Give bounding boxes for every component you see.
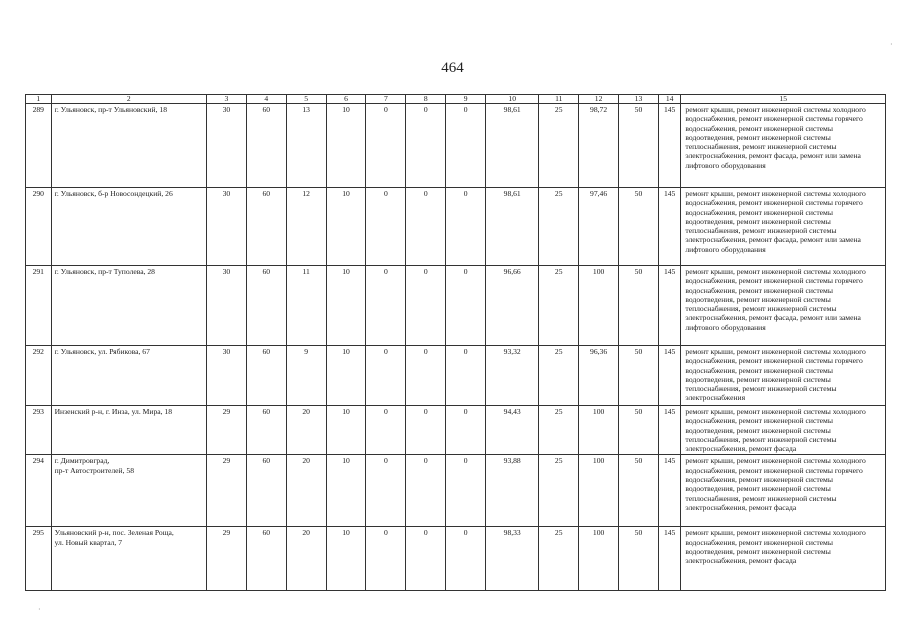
value-cell-c4: 60 xyxy=(246,455,286,527)
value-cell-c6: 10 xyxy=(326,406,366,455)
value-cell-c5: 20 xyxy=(286,527,326,591)
value-cell-c7: 0 xyxy=(366,527,406,591)
address-line: Инзенский р-н, г. Инза, ул. Мира, 18 xyxy=(54,407,173,416)
address-cell xyxy=(51,266,206,346)
value-cell-c7: 0 xyxy=(366,188,406,266)
value-cell-c8: 0 xyxy=(406,266,446,346)
address-cell xyxy=(51,346,206,406)
value-cell-c11: 25 xyxy=(539,104,579,188)
value-cell-c8: 0 xyxy=(406,188,446,266)
value-cell-c6: 10 xyxy=(326,346,366,406)
works-cell: ремонт крыши, ремонт инженерной системы холодного водоснабжения, ремонт инженерной системы горячего водоснабжения, ремонт инженерной системы водоотведения, ремонт инженерной системы теплоснабжения, ремонт инженерной системы электроснабжения, ремонт фасада, ремонт или замена лифтового оборудования xyxy=(681,188,886,266)
value-cell-c10: 98,33 xyxy=(486,527,539,591)
value-cell-c9: 0 xyxy=(446,266,486,346)
value-cell-c4: 60 xyxy=(246,406,286,455)
column-number: 12 xyxy=(579,95,619,104)
value-cell-c9: 0 xyxy=(446,406,486,455)
column-number: 15 xyxy=(681,95,886,104)
column-number: 13 xyxy=(619,95,659,104)
works-cell: ремонт крыши, ремонт инженерной системы холодного водоснабжения, ремонт инженерной системы горячего водоснабжения, ремонт инженерной системы водоотведения, ремонт инженерной системы теплоснабжения, ремонт инженерной системы электроснабжения, ремонт фасада, ремонт или замена лифтового оборудования xyxy=(681,104,886,188)
works-cell: ремонт крыши, ремонт инженерной системы холодного водоснабжения, ремонт инженерной системы водоотведения, ремонт инженерной системы теплоснабжения, ремонт инженерной системы электроснабжения, ремонт фасада xyxy=(681,406,886,455)
value-cell-c7: 0 xyxy=(366,455,406,527)
value-cell-c14: 145 xyxy=(658,527,680,591)
value-cell-c8: 0 xyxy=(406,455,446,527)
column-number: 4 xyxy=(246,95,286,104)
value-cell-c14: 145 xyxy=(658,188,680,266)
value-cell-c7: 0 xyxy=(366,406,406,455)
column-number: 3 xyxy=(206,95,246,104)
value-cell-c14: 145 xyxy=(658,266,680,346)
works-cell: ремонт крыши, ремонт инженерной системы холодного водоснабжения, ремонт инженерной системы водоотведения, ремонт инженерной системы электроснабжения, ремонт фасада xyxy=(681,527,886,591)
value-cell-c7: 0 xyxy=(366,266,406,346)
value-cell-c13: 50 xyxy=(619,455,659,527)
value-cell-c12: 97,46 xyxy=(579,188,619,266)
value-cell-c10: 93,32 xyxy=(486,346,539,406)
value-cell-c4: 60 xyxy=(246,104,286,188)
value-cell-c8: 0 xyxy=(406,527,446,591)
table-body xyxy=(26,95,886,591)
row-number: 293 xyxy=(26,406,52,455)
value-cell-c10: 96,66 xyxy=(486,266,539,346)
value-cell-c7: 0 xyxy=(366,346,406,406)
works-cell: ремонт крыши, ремонт инженерной системы холодного водоснабжения, ремонт инженерной системы горячего водоснабжения, ремонт инженерной системы водоотведения, ремонт инженерной системы теплоснабжения, ремонт инженерной системы электроснабжения, ремонт фасада xyxy=(681,455,886,527)
value-cell-c11: 25 xyxy=(539,406,579,455)
value-cell-c3: 29 xyxy=(206,527,246,591)
value-cell-c11: 25 xyxy=(539,527,579,591)
table-row xyxy=(26,455,886,527)
value-cell-c6: 10 xyxy=(326,455,366,527)
row-number: 291 xyxy=(26,266,52,346)
value-cell-c6: 10 xyxy=(326,527,366,591)
table-row xyxy=(26,406,886,455)
works-cell: ремонт крыши, ремонт инженерной системы холодного водоснабжения, ремонт инженерной системы горячего водоснабжения, ремонт инженерной системы водоотведения, ремонт инженерной системы теплоснабжения, ремонт инженерной системы электроснабжения, ремонт фасада, ремонт или замена лифтового оборудования xyxy=(681,266,886,346)
column-number: 9 xyxy=(446,95,486,104)
table-row xyxy=(26,188,886,266)
value-cell-c8: 0 xyxy=(406,406,446,455)
value-cell-c3: 30 xyxy=(206,346,246,406)
address-line: г. Ульяновск, ул. Рябикова, 67 xyxy=(54,347,150,356)
registry-table xyxy=(25,94,886,591)
row-number: 292 xyxy=(26,346,52,406)
address-line: пр-т Автостроителей, 58 xyxy=(54,465,134,475)
value-cell-c11: 25 xyxy=(539,266,579,346)
column-number: 7 xyxy=(366,95,406,104)
value-cell-c5: 12 xyxy=(286,188,326,266)
value-cell-c12: 100 xyxy=(579,266,619,346)
value-cell-c14: 145 xyxy=(658,346,680,406)
row-number: 289 xyxy=(26,104,52,188)
column-number: 2 xyxy=(51,95,206,104)
value-cell-c3: 30 xyxy=(206,188,246,266)
column-number: 6 xyxy=(326,95,366,104)
address-line: г. Ульяновск, пр-т Туполева, 28 xyxy=(54,267,155,276)
address-cell xyxy=(51,104,206,188)
column-number: 11 xyxy=(539,95,579,104)
table-row xyxy=(26,527,886,591)
row-number: 294 xyxy=(26,455,52,527)
value-cell-c12: 96,36 xyxy=(579,346,619,406)
address-line: г. Димитровград, xyxy=(54,456,110,466)
value-cell-c12: 100 xyxy=(579,527,619,591)
value-cell-c12: 100 xyxy=(579,455,619,527)
value-cell-c6: 10 xyxy=(326,188,366,266)
table-row xyxy=(26,266,886,346)
value-cell-c10: 98,61 xyxy=(486,188,539,266)
address-cell xyxy=(51,406,206,455)
value-cell-c7: 0 xyxy=(366,104,406,188)
value-cell-c10: 98,61 xyxy=(486,104,539,188)
value-cell-c13: 50 xyxy=(619,104,659,188)
table-row xyxy=(26,346,886,406)
value-cell-c14: 145 xyxy=(658,406,680,455)
value-cell-c4: 60 xyxy=(246,346,286,406)
value-cell-c13: 50 xyxy=(619,406,659,455)
value-cell-c5: 11 xyxy=(286,266,326,346)
value-cell-c9: 0 xyxy=(446,346,486,406)
value-cell-c10: 93,88 xyxy=(486,455,539,527)
address-line: Ульяновский р-н, пос. Зеленая Роща, xyxy=(54,528,174,538)
column-number-row xyxy=(26,95,886,104)
value-cell-c5: 9 xyxy=(286,346,326,406)
value-cell-c5: 20 xyxy=(286,455,326,527)
address-cell xyxy=(51,527,206,591)
row-number: 295 xyxy=(26,527,52,591)
column-number: 5 xyxy=(286,95,326,104)
scan-speck: · xyxy=(890,40,893,49)
value-cell-c9: 0 xyxy=(446,188,486,266)
value-cell-c4: 60 xyxy=(246,527,286,591)
column-number: 8 xyxy=(406,95,446,104)
address-cell xyxy=(51,455,206,527)
value-cell-c12: 98,72 xyxy=(579,104,619,188)
value-cell-c5: 13 xyxy=(286,104,326,188)
value-cell-c11: 25 xyxy=(539,188,579,266)
value-cell-c14: 145 xyxy=(658,104,680,188)
value-cell-c9: 0 xyxy=(446,455,486,527)
value-cell-c3: 29 xyxy=(206,455,246,527)
value-cell-c4: 60 xyxy=(246,188,286,266)
value-cell-c6: 10 xyxy=(326,266,366,346)
value-cell-c11: 25 xyxy=(539,455,579,527)
scan-speck: · xyxy=(38,605,41,614)
column-number: 14 xyxy=(658,95,680,104)
value-cell-c13: 50 xyxy=(619,346,659,406)
value-cell-c9: 0 xyxy=(446,104,486,188)
address-line: ул. Новый квартал, 7 xyxy=(54,537,123,547)
value-cell-c4: 60 xyxy=(246,266,286,346)
value-cell-c8: 0 xyxy=(406,346,446,406)
value-cell-c13: 50 xyxy=(619,527,659,591)
value-cell-c11: 25 xyxy=(539,346,579,406)
value-cell-c9: 0 xyxy=(446,527,486,591)
address-line: г. Ульяновск, пр-т Ульяновский, 18 xyxy=(54,105,167,114)
value-cell-c13: 50 xyxy=(619,188,659,266)
works-cell: ремонт крыши, ремонт инженерной системы холодного водоснабжения, ремонт инженерной системы горячего водоснабжения, ремонт инженерной системы водоотведения, ремонт инженерной системы теплоснабжения, ремонт инженерной системы электроснабжения xyxy=(681,346,886,406)
column-number: 10 xyxy=(486,95,539,104)
value-cell-c6: 10 xyxy=(326,104,366,188)
table-row xyxy=(26,104,886,188)
value-cell-c5: 20 xyxy=(286,406,326,455)
value-cell-c3: 30 xyxy=(206,266,246,346)
value-cell-c12: 100 xyxy=(579,406,619,455)
row-number: 290 xyxy=(26,188,52,266)
value-cell-c3: 29 xyxy=(206,406,246,455)
value-cell-c10: 94,43 xyxy=(486,406,539,455)
page-number: 464 xyxy=(441,60,464,76)
value-cell-c13: 50 xyxy=(619,266,659,346)
address-cell xyxy=(51,188,206,266)
address-line: г. Ульяновск, б-р Новосондецкий, 26 xyxy=(54,189,173,198)
value-cell-c14: 145 xyxy=(658,455,680,527)
value-cell-c3: 30 xyxy=(206,104,246,188)
value-cell-c8: 0 xyxy=(406,104,446,188)
column-number: 1 xyxy=(26,95,52,104)
